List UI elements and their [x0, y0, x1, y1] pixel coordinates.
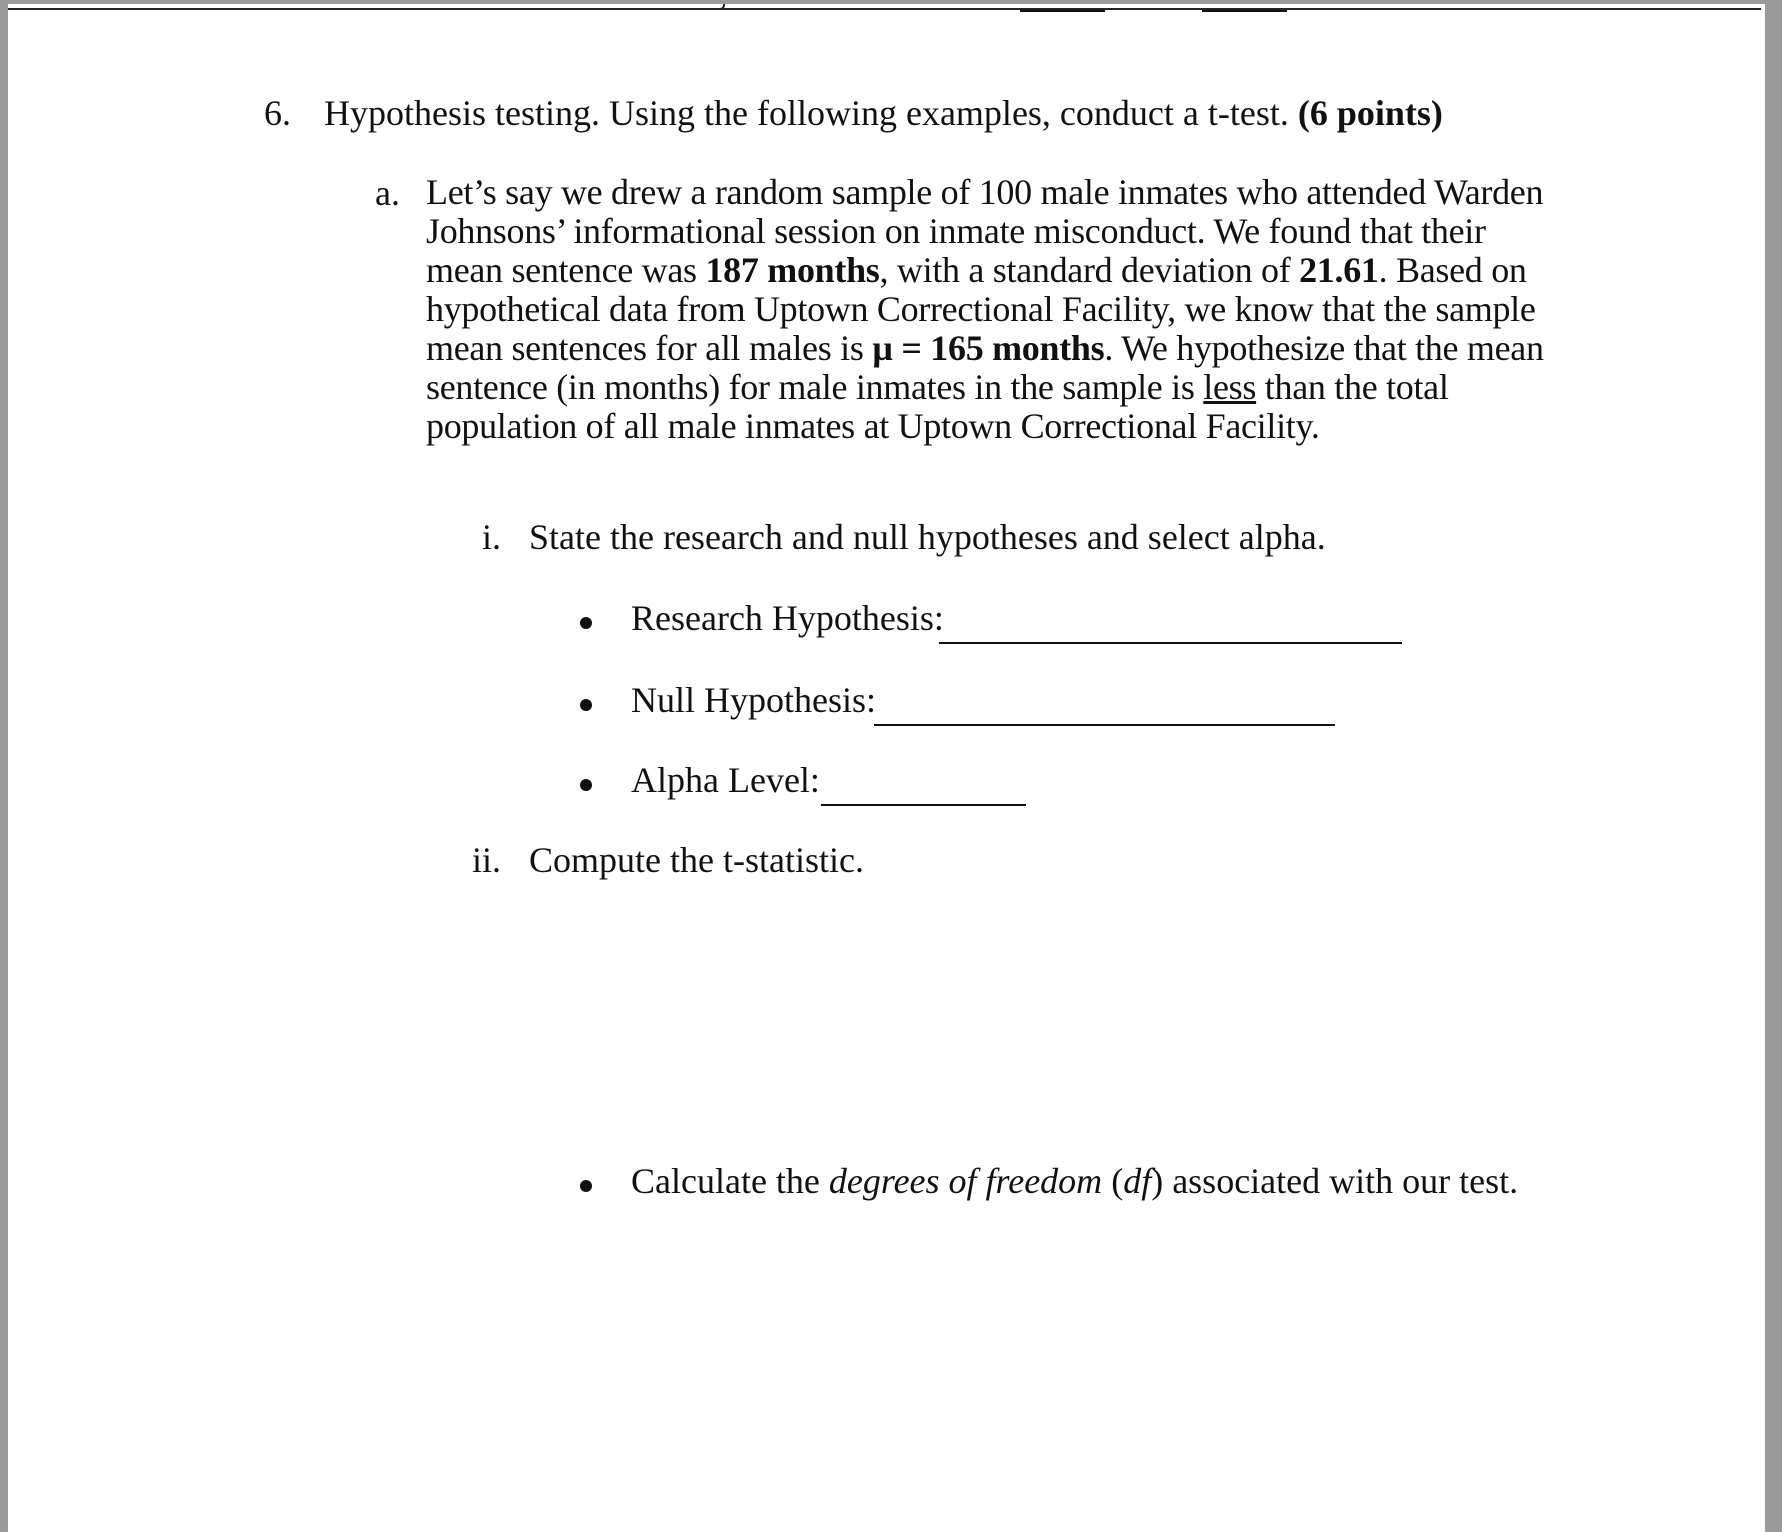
prompt-text: Let’s say we drew a random sample of 100 male inmates who attended Warden Johnsons’ informational session on inmate misconduct. We found that their mean sentence was	[426, 172, 1544, 290]
prompt-text: than the total population of all male inmates at Uptown Correctional Facility.	[426, 367, 1449, 446]
population-mean-value: µ = 165 months	[872, 328, 1105, 368]
sub-ii-text: Compute the t-statistic.	[529, 840, 864, 880]
null-hypothesis-label: Null Hypothesis:	[631, 680, 877, 720]
alpha-level-blank[interactable]	[821, 804, 1026, 806]
bullet-icon	[580, 779, 592, 791]
question-number: 6.	[264, 93, 291, 133]
question-6-heading	[264, 94, 1443, 133]
bullet-icon	[580, 699, 592, 711]
previous-page-blank-2	[1202, 10, 1287, 12]
research-hypothesis-blank[interactable]	[939, 642, 1402, 644]
part-a-prompt	[426, 173, 1566, 446]
prompt-text: , with a standard deviation of	[879, 250, 1300, 290]
prompt-text: ) associated with our test.	[1151, 1161, 1519, 1201]
prompt-text: (	[1102, 1161, 1124, 1201]
bullet-icon	[580, 1180, 592, 1192]
prompt-text: . Based on hypothetical data from Uptown Correctional Facility, we know that the sample mean sentences for all males is	[426, 250, 1536, 368]
sub-i-label: i.	[481, 517, 501, 557]
top-rule	[8, 8, 1761, 10]
question-text: Hypothesis testing. Using the following examples, conduct a t-test.	[324, 93, 1298, 133]
degrees-of-freedom-prompt	[631, 1162, 1518, 1201]
bullet-icon	[580, 617, 592, 629]
question-points: (6 points)	[1297, 93, 1443, 133]
research-hypothesis-label: Research Hypothesis:	[631, 598, 944, 638]
degrees-of-freedom-term: degrees of freedom	[828, 1161, 1103, 1201]
document-page	[8, 4, 1765, 1532]
alpha-level-label: Alpha Level:	[631, 760, 820, 800]
prompt-text: . We hypothesize that the mean sentence (in months) for male inmates in the sample is	[426, 328, 1544, 407]
underlined-less: less	[1203, 367, 1257, 407]
standard-deviation-value: 21.61	[1299, 250, 1379, 290]
sample-mean-value: 187 months	[705, 250, 880, 290]
sub-i-text: State the research and null hypotheses and select alpha.	[529, 517, 1326, 557]
previous-page-blank-1	[1020, 10, 1105, 12]
sub-ii-label: ii.	[471, 840, 501, 880]
null-hypothesis-blank[interactable]	[874, 724, 1335, 726]
prompt-text: Calculate the	[631, 1161, 829, 1201]
part-a-label: a.	[375, 173, 400, 213]
df-term: df	[1123, 1161, 1152, 1201]
